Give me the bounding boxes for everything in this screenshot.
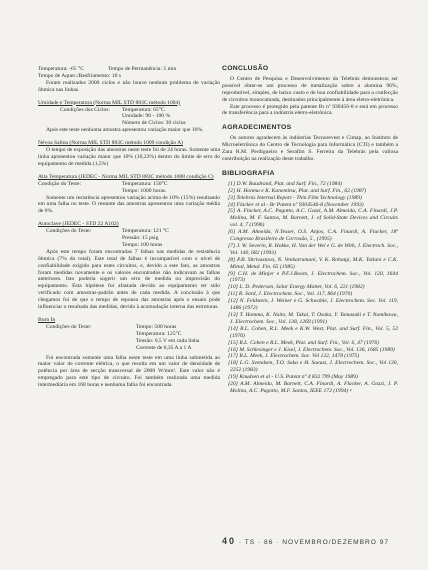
- high-temperature-result: Somente um resistência apresentou variação acima de 10% (15%) resultando em uma falha no teste. O restante das amostras apresentou uma variação média de 6%.: [38, 194, 220, 215]
- burn-in-conditions: [38, 324, 220, 352]
- reference-item: [4] Flacker et al - Br Patent nº 9304546-8 (November 1993): [228, 201, 364, 208]
- reference-item: [10] L. D. Pederson, Solar Energy Matter, Vol. 6, 221 (1982): [228, 284, 365, 291]
- reference-item: [1] D.W. Baudrand, Plat. and Surf. Fin., 72 (1984): [228, 180, 342, 187]
- humidity-result: Após este teste nenhuma amostra apresentou variação maior que 10%.: [46, 127, 204, 134]
- reference-item: [2] H. Honma e K. Kanemitsu, Plat. and Surf. Fin., 62 (1987): [228, 187, 367, 194]
- reference-item: [7] J. W. Severin, R. Hokke, H. Van der Wel e G. de With, J. Electroch. Soc., Vol. 140, 682 (1993): [228, 242, 398, 256]
- condition-value: Tempo: 100 horas: [122, 241, 163, 248]
- condition-value: Temperatura: 121 °C: [122, 228, 169, 235]
- reference-item: [17] R.L. Meek, J. Electrochem. Soc. Vol 122, 1478 (1975): [228, 353, 360, 360]
- condition-value: Tensão: 0,5 V em cada linha: [136, 337, 200, 344]
- reference-item: [6] A.M. Almeida, N.Tesser, O.S. Anjos, C.A. Finardi, A. Flacker, 18º Congresso Brasileiro de Corrosão, 5 , (1995): [228, 229, 398, 243]
- condition-label: [38, 120, 122, 127]
- condition-value: Umidade: 90 - 100 %: [122, 113, 171, 120]
- conclusion-paragraph-2: Este processo é protegido pela patente Br nº 930456-8 e está em processo de transferência para a indústria eletro-eletrônica.: [222, 103, 398, 117]
- reference-item: [9] C.H. de Minjer e P.F.J.Boom, J. Electrochem. Soc., Vol. 120, 1644 (1973): [228, 270, 398, 284]
- reference-item: [14] R.L. Cohen, R.L. Meek e K.W. West, Plat. and Surf. Fin., Vol. 5, 52 (1976): [228, 325, 398, 339]
- autoclave-heading: Autoclave (JEDEC - STD 22 A102): [38, 221, 119, 228]
- condition-value: Temperatura: 65°C: [122, 106, 165, 113]
- reference-item: [19] Knudsen et al - U.S. Patent nº 4 832 799 (May 1989): [228, 374, 358, 381]
- thermal-cycle-result: Foram realizados 2000 ciclos e não houve nenhum problema de variação ôhmica nas linhas.: [38, 79, 220, 93]
- humidity-conditions: [38, 107, 220, 128]
- condition-label: [38, 242, 122, 249]
- cycle-time: Tempo de Aquec./Resfriamento: 10 s: [38, 72, 122, 79]
- temperature-conditions: [38, 66, 220, 73]
- temperature-value: Temperatura: -65 °C: [38, 66, 84, 72]
- condition-label: [38, 331, 136, 338]
- reference-item: [5] A. Flacker, A.C. Pagotto, A.C. Gozzi, A.M. Almeida, C.A. Finardi, J.P. Molina, M. F. Santos, M. Barnett, J. of Solid-State Devices and Circuits vol. 4, 7 (1996): [228, 208, 398, 229]
- page-number: 40: [222, 536, 237, 546]
- high-temperature-heading: Alta Temperatura (JEDEC - Norma MIL STD 883C método 1008 condição C): [38, 173, 214, 180]
- condition-value: Corrente de 0,35 A a 1 A: [136, 344, 192, 351]
- conclusion-paragraph-1: O Centro de Pesquisa e Desenvolvimento da Telebrás demonstrou ser possível obter-se um processo de metalização sobre a alumina 96%, reprodutível, simples, de baixo custo e de boa confiabilidade para a confecção de circuitos monocamada, destinados principalmente à área eletro-eletrônica.: [222, 75, 398, 103]
- left-column: [38, 66, 220, 389]
- reference-item: [15] R.L. Cohen e R.L. Meek, Plat. and Surf. Fin., Vol. 6, 47 (1976): [228, 339, 380, 346]
- condition-value: Pressão: 15 psig: [122, 235, 159, 242]
- reference-item: [3] Telebrás Internal Report - Thin Film Technology (1989): [228, 194, 362, 201]
- condition-label: [38, 188, 122, 195]
- condition-value: Tempo: 500 horas: [136, 323, 177, 330]
- condition-value: Temperatura: 125°C: [136, 330, 182, 337]
- high-temperature-conditions: [38, 181, 220, 195]
- burn-in-heading: Burn In: [38, 317, 56, 323]
- bibliography-heading: BIBLIOGRAFIA: [222, 169, 275, 177]
- condition-value: Temperatura: 150°C: [122, 180, 168, 187]
- condition-label: [38, 235, 122, 242]
- burn-in-result: Foi encontrada somente uma falha neste teste em uma linha submetida ao maior valor de corrente elétrica, o que resulta em um valor de densidade de potência por área de secção transversal de 2000 W/mm². Este valor não é empregado para este tipo de circuito. Foi também realizada uma medida intermediária em 168 horas e nenhuma falha foi encontrada.: [38, 354, 220, 389]
- acknowledgements-paragraph: Os autores agradecem às indústrias Tecnorevest e Cimap, ao Instituto de Microeletrônica do Centro de Tecnologia para Informática (CTI) e também a Zara R.M. Perdigueiro e Serafim S. Ferreira da Telebrás pela valiosa contribuição na realização deste trabalho.: [222, 135, 398, 162]
- acknowledgements-heading: AGRADECIMENTOS: [222, 124, 292, 132]
- reference-item: [16] M. Schlesinger e J. Kisel, J. Electrochem. Soc., Vol. 136, 1685 (1989): [228, 346, 395, 353]
- condition-value: Número de Ciclos: 30 ciclos: [122, 120, 186, 127]
- autoclave-result: Após este tempo foram encontradas 7 falhas nas medidas de resistência ôhmica (7% do total). Este total de falhas é incompatível com o nível de confiabilidade exigido para estes circuitos, e, devido a este fato, as amostras foram medidas novamente e os valores encontrados não indicavam as falhas anteriores. Isto poderia sugerir um erro de medida ou imprecisão do equipamento. Esta hipótese foi afastada devido ao equipamento ter sido verificado com amostras-padrão antes de cada medida. A conclusão à que chegamos foi de que o tempo de repouso das amostras após o ensaio pode influenciar o resultado das medidas, devido à acomodação interna das estruturas.: [38, 248, 220, 311]
- dwell-time: Tempo de Permanência: 5 min: [108, 66, 177, 72]
- right-column: [222, 66, 398, 395]
- condition-label: Condições do Teste:: [46, 228, 92, 235]
- autoclave-conditions: [38, 228, 220, 249]
- condition-label: [38, 345, 136, 352]
- condition-label: Condições do Teste:: [46, 323, 92, 330]
- page-footer: [222, 538, 398, 547]
- reference-item: [13] T. Homma, K. Naito, M. Takai, T. Osaka, Y. Yamazaki e T. Namikawa, J. Electrochem. Soc., Vol. 138, 1269 (1991): [228, 312, 398, 325]
- reference-item: [18] L.G. Svendsen, T.O. Saka e H. Saeust, J. Electrochem. Soc., Vol 130, 2252 (1983): [228, 360, 398, 374]
- condition-label: [38, 338, 136, 345]
- salt-spray-heading: Névoa Salina (Norma MIL STD 883C método 1009 condição A): [38, 140, 184, 147]
- reference-list: [222, 181, 398, 395]
- reference-item: [11] R. Sard, J. Electrochem. Soc., Vol. 117, 864 (1970): [228, 291, 353, 298]
- condition-value: Tempo: 1000 horas.: [122, 187, 167, 194]
- humidity-heading: Umidade e Temperatura (Norma MIL STD 883C método 1004): [38, 99, 181, 106]
- reference-item: [12] N. Feldstein, J. Weiner e G. Schwable, J. Electrochem. Soc. Vol. 119, 1486 (1972): [228, 298, 398, 312]
- reference-item: [8] P.B. Shrivastava, N. Venkatramani, V. K. Rohatgi, M.K. Totlani e C.K. Mittal, Metal. Fin. 65 (1985): [228, 256, 398, 270]
- issue-line: · TS · 86 · NOVEMBRO/DEZEMBRO 97: [238, 539, 390, 546]
- salt-spray-result: O tempo de exposição das amostras neste teste foi de 24 horas. Somente uma linha apresentou variação maior que 10% (10,23%) dentro do limite de erro do equipamento de medida (1,5%): [38, 147, 220, 167]
- condition-label: Condições dos Ciclos:: [60, 106, 111, 113]
- condition-label: [38, 113, 122, 120]
- condition-label: Condição do Teste:: [38, 180, 82, 187]
- reference-item: [20] A.M. Almeida, M. Barnett, C.A. Finardi, A. Flacker, A. Gozzi, J. P. Molina, A.C. Pagotto, M.F. Santos, IEEE 172 (1994) •: [228, 381, 398, 394]
- conclusion-heading: CONCLUSÃO: [222, 65, 269, 72]
